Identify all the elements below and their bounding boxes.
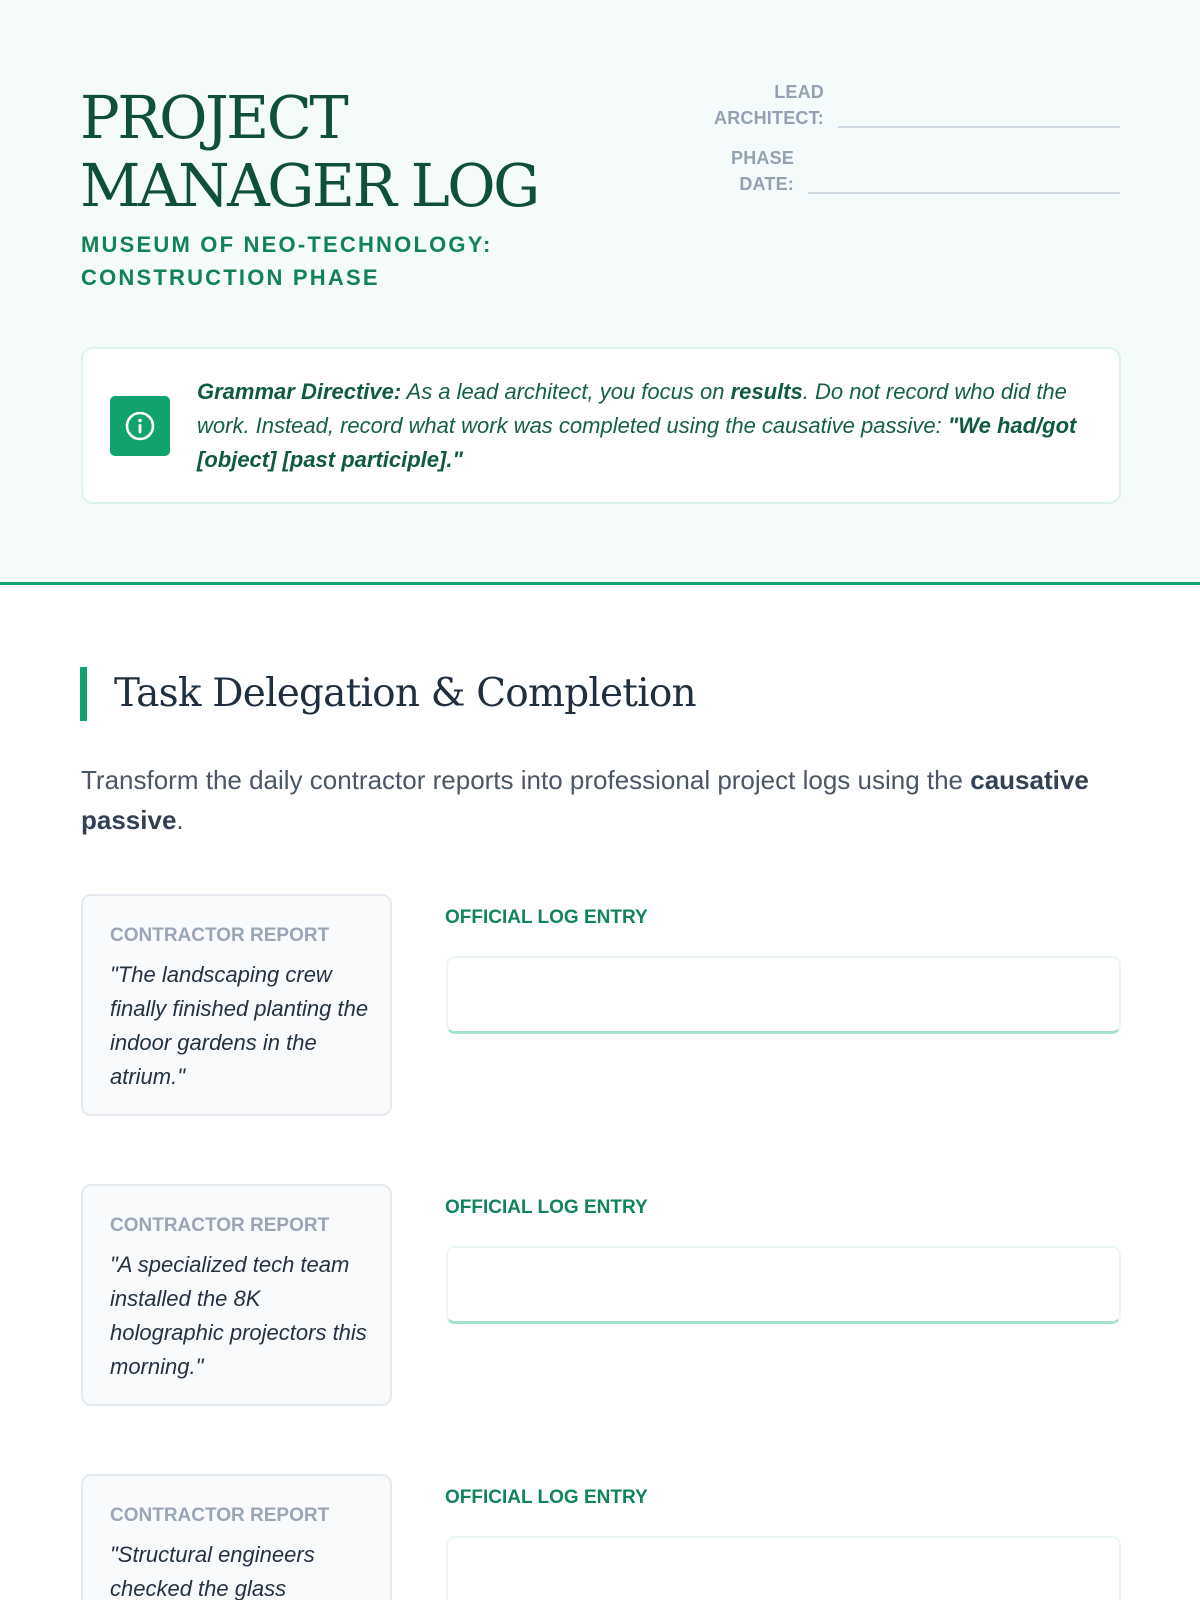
directive-text [197, 375, 1097, 477]
intro-bold: causative passive [81, 765, 1089, 835]
contractor-report-label: CONTRACTOR REPORT [110, 1215, 330, 1236]
intro-text-2: . [176, 805, 184, 835]
directive-emphasis: results [730, 379, 803, 404]
contractor-report-card [81, 1474, 392, 1600]
section-title: Task Delegation & Completion [114, 671, 696, 716]
page-header [0, 0, 1200, 585]
info-icon [110, 396, 170, 456]
directive-formula: "We had/got [object] [past participle]." [197, 413, 1077, 472]
intro-text-1: Transform the daily contractor reports into professional project logs using the [81, 765, 971, 795]
section-accent-bar [80, 667, 87, 721]
contractor-report-card [81, 1184, 392, 1406]
contractor-report-card [81, 894, 392, 1116]
directive-text-2: . Do not record who did the work. Instead, record what work was completed using the causative passive: [197, 379, 1067, 438]
official-log-entry-label: OFFICIAL LOG ENTRY [445, 1197, 648, 1218]
contractor-report-label: CONTRACTOR REPORT [110, 1505, 330, 1526]
lead-architect-field [680, 79, 1120, 131]
contractor-report-quote: "Structural engineers checked the glass [110, 1542, 315, 1600]
directive-lead: Grammar Directive: [197, 379, 402, 404]
page-title: PROJECT MANAGER LOG [80, 83, 538, 220]
section-intro [81, 760, 1121, 840]
official-log-entry-input[interactable] [446, 1536, 1121, 1600]
contractor-report-quote: "A specialized tech team installed the 8K holographic projectors this morning." [110, 1252, 367, 1379]
directive-text-1: As a lead architect, you focus on [401, 379, 731, 404]
official-log-entry-label: OFFICIAL LOG ENTRY [445, 907, 648, 928]
contractor-report-quote: "The landscaping crew finally finished planting the indoor gardens in the atrium." [110, 962, 369, 1089]
lead-architect-label: LEAD ARCHITECT: [714, 82, 824, 128]
official-log-entry-input[interactable] [446, 1246, 1121, 1324]
page-subtitle: MUSEUM OF NEO-TECHNOLOGY: CONSTRUCTION PHASE [81, 232, 493, 290]
official-log-entry-label: OFFICIAL LOG ENTRY [445, 1487, 648, 1508]
grammar-directive-callout [81, 347, 1121, 504]
phase-date-label: PHASE DATE: [730, 148, 794, 194]
phase-date-field [680, 145, 1120, 197]
lead-architect-blank[interactable] [838, 126, 1120, 128]
phase-date-blank[interactable] [808, 192, 1120, 194]
contractor-report-label: CONTRACTOR REPORT [110, 925, 330, 946]
official-log-entry-input[interactable] [446, 956, 1121, 1034]
